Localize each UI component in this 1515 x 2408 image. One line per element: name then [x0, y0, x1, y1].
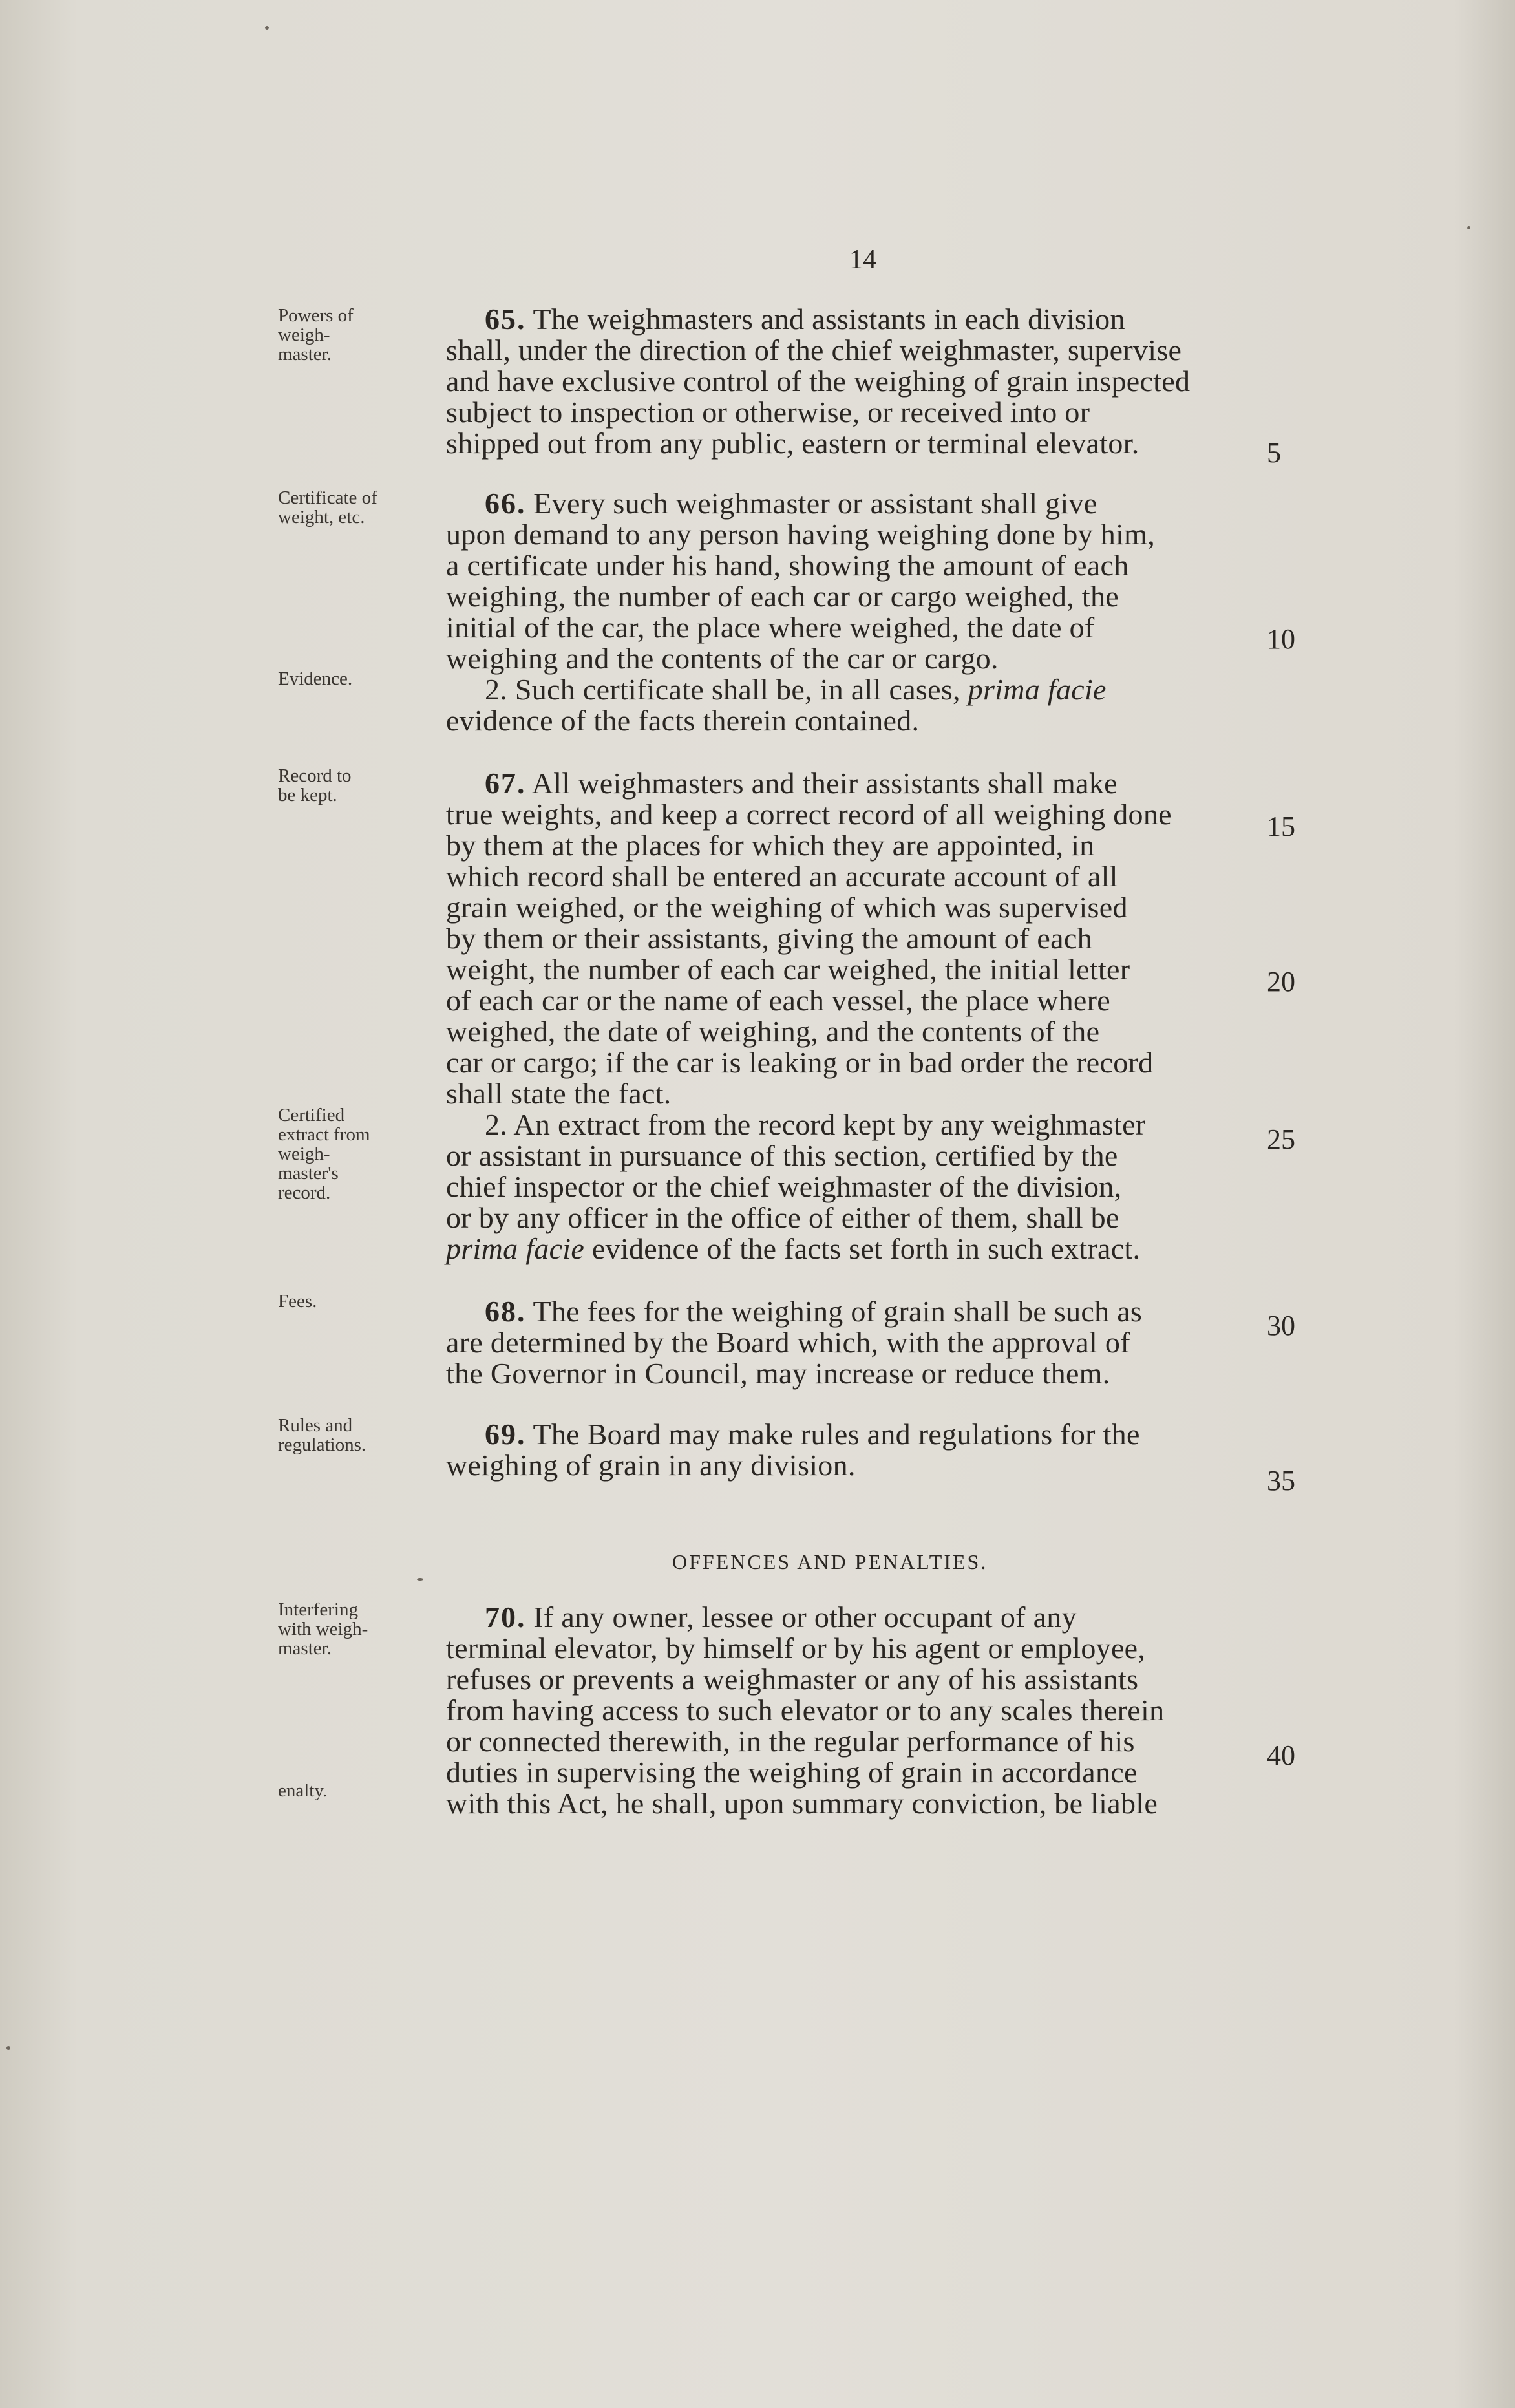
body-line: refuses or prevents a weighmaster or any of his assistants — [446, 1663, 1139, 1696]
margin-note-69 — [278, 1416, 427, 1454]
body-text: The fees for the weighing of grain shall be such as — [525, 1295, 1143, 1328]
body-line: evidence of the facts therein contained. — [446, 704, 920, 737]
body-line: weighed, the date of weighing, and the contents of the — [446, 1015, 1100, 1048]
paper-speck — [265, 26, 269, 30]
margin-note-70 — [278, 1600, 427, 1658]
body-line: duties in supervising the weighing of grain in accordance — [446, 1756, 1138, 1789]
margin-note-line: Certified — [278, 1105, 345, 1125]
section-number: 65. — [485, 303, 526, 336]
section-number: 67. — [485, 767, 526, 800]
margin-note-line: extract from — [278, 1124, 370, 1145]
body-line: weighing of grain in any division. — [446, 1449, 856, 1482]
section-number: 66. — [485, 487, 526, 520]
body-text: Every such weighmaster or assistant shall give — [525, 487, 1097, 520]
margin-note-line: master. — [278, 344, 332, 365]
margin-note-68 — [278, 1292, 427, 1311]
body-line: grain weighed, or the weighing of which was supervised — [446, 891, 1128, 924]
margin-note-line: be kept. — [278, 785, 337, 805]
body-line: terminal elevator, by himself or by his agent or employee, — [446, 1632, 1146, 1665]
margin-note-66 — [278, 488, 427, 527]
line-number: 40 — [1267, 1740, 1295, 1771]
margin-note-67 — [278, 766, 427, 805]
line-number: 20 — [1267, 966, 1295, 997]
line-number: 30 — [1267, 1310, 1295, 1341]
section-67 — [446, 768, 1260, 1264]
body-line — [446, 768, 1260, 799]
body-line — [446, 304, 1260, 335]
margin-note-line: record. — [278, 1182, 331, 1203]
body-line: weighing and the contents of the car or cargo. — [446, 642, 999, 675]
paper-speck — [1467, 226, 1470, 229]
body-line: which record shall be entered an accurate account of all — [446, 860, 1118, 893]
section-66 — [446, 488, 1260, 736]
margin-note-line: regulations. — [278, 1434, 366, 1455]
margin-note-line: Rules and — [278, 1415, 353, 1436]
body-line: true weights, and keep a correct record of all weighing done — [446, 798, 1172, 831]
margin-note-line: master's — [278, 1163, 339, 1184]
line-number: 5 — [1267, 437, 1281, 469]
body-line: weight, the number of each car weighed, the initial letter — [446, 953, 1130, 986]
body-line: or connected therewith, in the regular performance of his — [446, 1725, 1135, 1758]
body-line: of each car or the name of each vessel, the place where — [446, 984, 1110, 1017]
margin-note-line: Certificate of — [278, 487, 377, 508]
body-line: are determined by the Board which, with the approval of — [446, 1326, 1130, 1359]
margin-note-line: enalty. — [278, 1780, 328, 1801]
body-line: shall state the fact. — [446, 1077, 672, 1110]
body-line: initial of the car, the place where weighed, the date of — [446, 611, 1095, 644]
body-line: weighing, the number of each car or cargo weighed, the — [446, 580, 1119, 613]
body-line: by them or their assistants, giving the amount of each — [446, 922, 1092, 955]
body-text: The Board may make rules and regulations for the — [525, 1418, 1140, 1451]
body-line: by them at the places for which they are appointed, in — [446, 829, 1095, 862]
body-text: 2. Such certificate shall be, in all cases, — [485, 673, 968, 706]
section-number: 68. — [485, 1295, 526, 1328]
body-line: car or cargo; if the car is leaking or in bad order the record — [446, 1046, 1154, 1079]
italic-text: prima facie — [446, 1232, 585, 1265]
line-number: 15 — [1267, 811, 1295, 842]
section-heading: OFFENCES AND PENALTIES. — [672, 1550, 988, 1573]
body-line — [446, 488, 1260, 519]
line-number: 25 — [1267, 1124, 1295, 1155]
body-line — [446, 674, 1260, 705]
margin-note-line: weight, etc. — [278, 507, 365, 527]
margin-note-line: Fees. — [278, 1291, 317, 1312]
margin-note-certified-extract — [278, 1105, 427, 1202]
margin-note-penalty — [278, 1781, 427, 1800]
margin-note-line: master. — [278, 1638, 332, 1659]
margin-note-line: weigh- — [278, 1144, 330, 1164]
body-line — [446, 1419, 1260, 1450]
section-69 — [446, 1419, 1260, 1481]
margin-note-line: Record to — [278, 765, 352, 786]
section-number: 69. — [485, 1418, 526, 1451]
body-text: The weighmasters and assistants in each division — [525, 303, 1125, 336]
body-line: chief inspector or the chief weighmaster of the division, — [446, 1170, 1122, 1203]
body-line: and have exclusive control of the weighing of grain inspected — [446, 365, 1191, 398]
line-number: 35 — [1267, 1465, 1295, 1497]
paper-speck — [417, 1578, 423, 1581]
body-line: the Governor in Council, may increase or reduce them. — [446, 1357, 1110, 1390]
page-number: 14 — [849, 245, 876, 275]
paper-speck — [6, 2046, 10, 2050]
margin-note-line: Evidence. — [278, 668, 353, 689]
line-number: 10 — [1267, 623, 1295, 655]
margin-note-line: Powers of — [278, 305, 354, 326]
margin-note-line: with weigh- — [278, 1619, 368, 1639]
body-line: a certificate under his hand, showing the amount of each — [446, 549, 1129, 582]
body-text: If any owner, lessee or other occupant of any — [525, 1601, 1077, 1634]
body-text: evidence of the facts set forth in such extract. — [584, 1232, 1141, 1265]
italic-text: prima facie — [968, 673, 1107, 706]
body-line: with this Act, he shall, upon summary conviction, be liable — [446, 1787, 1158, 1820]
body-line: from having access to such elevator or to any scales therein — [446, 1694, 1165, 1727]
body-line: shipped out from any public, eastern or terminal elevator. — [446, 427, 1139, 460]
section-65 — [446, 304, 1260, 459]
section-number: 70. — [485, 1601, 526, 1634]
body-line: upon demand to any person having weighing done by him, — [446, 518, 1156, 551]
body-text: All weighmasters and their assistants shall make — [525, 767, 1118, 800]
body-line: or assistant in pursuance of this section, certified by the — [446, 1139, 1118, 1172]
body-line: or by any officer in the office of either of them, shall be — [446, 1201, 1119, 1234]
body-line: shall, under the direction of the chief weighmaster, supervise — [446, 334, 1182, 367]
margin-note-evidence — [278, 669, 427, 688]
body-line — [446, 1602, 1260, 1633]
body-line — [446, 1233, 1260, 1264]
body-line — [446, 1296, 1260, 1327]
body-line: 2. An extract from the record kept by any weighmaster — [485, 1108, 1146, 1141]
margin-note-line: weigh- — [278, 325, 330, 345]
margin-note-65 — [278, 306, 427, 364]
body-line: subject to inspection or otherwise, or received into or — [446, 396, 1090, 429]
margin-note-line: Interfering — [278, 1599, 358, 1620]
section-70 — [446, 1602, 1260, 1819]
section-68 — [446, 1296, 1260, 1389]
